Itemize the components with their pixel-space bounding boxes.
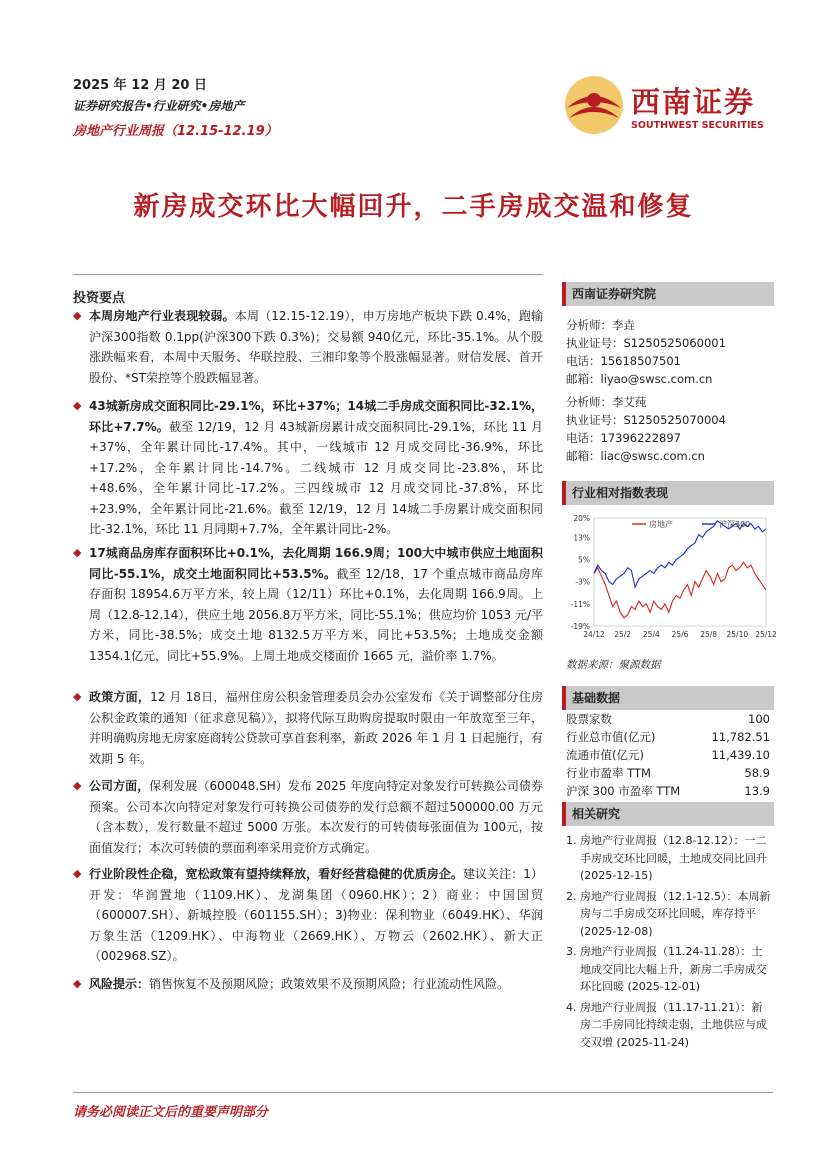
- analyst-phone: 电话：17396222897: [566, 431, 681, 445]
- chart-x-tick-label: 25/4: [642, 630, 660, 639]
- related-item[interactable]: [566, 888, 772, 941]
- analyst-license: 执业证号：S1250525070004: [566, 413, 726, 427]
- chart-series-line: [594, 521, 766, 587]
- bullet-item: [73, 776, 543, 858]
- chart-y-tick-label: 5%: [578, 555, 590, 565]
- sidebar-heading-institute: [562, 282, 774, 306]
- basic-data-label: 流通市值(亿元): [566, 748, 644, 762]
- analyst-email[interactable]: 邮箱：liyao@swsc.com.cn: [566, 372, 713, 386]
- basic-data-value: 100: [748, 712, 770, 726]
- chart-y-tick-label: -19%: [570, 622, 590, 631]
- related-date: (2025-11-24): [616, 1035, 690, 1049]
- related-text: 房地产行业周报（11.24-11.28）：土地成交同比大幅上升，新房二手房成交环比回暖: [580, 945, 767, 993]
- bullet-item: [73, 864, 543, 967]
- related-date: (2025-12-15): [580, 869, 653, 882]
- chart-x-tick-label: 25/6: [671, 630, 689, 639]
- company-logo: [563, 74, 773, 138]
- related-num: 1.: [566, 834, 577, 847]
- chart-legend-label: 房地产: [649, 520, 673, 529]
- related-item[interactable]: [566, 943, 772, 996]
- basic-data-label: 股票家数: [566, 712, 612, 726]
- chart-y-tick-label: 13%: [573, 533, 590, 543]
- chart-x-tick-label: 25/12: [755, 630, 777, 639]
- bullet-bold: 17城商品房库存面积环比+0.1%，去化周期 166.9周；100大中城市供应土地面积同比-55.1%，成交土地面积同比+53.5%。: [89, 546, 543, 581]
- bullet-item: [73, 306, 543, 388]
- report-date: 2025 年 12 月 20 日: [73, 78, 207, 93]
- bullet-text: 12 月 18日，福州住房公积金管理委员会办公室发布《关于调整部分住房公积金政策的通知（征求意见稿）》，拟将代际互助购房提取时限由一年放宽至三年，并明确购房地无房家庭商转公贷款可享首套利率，新政 2026 年 1 月 1 日起施行，有效期 5 年。: [89, 690, 543, 766]
- analyst-phone: 电话：15618507501: [566, 354, 681, 368]
- chart-x-tick-label: 25/2: [614, 630, 632, 639]
- related-research-list: [566, 832, 772, 1054]
- chart-x-tick-label: 25/8: [700, 630, 718, 639]
- bullet-bold: 政策方面，: [89, 690, 151, 704]
- basic-data-value: 58.9: [744, 766, 770, 780]
- analyst-license: 执业证号：S1250525060001: [566, 336, 726, 350]
- bullet-diamond-icon: ◆: [73, 690, 82, 703]
- bullet-text: 销售恢复不及预期风险；政策效果不及预期风险；行业流动性风险。: [149, 977, 510, 991]
- divider: [73, 274, 543, 275]
- report-title: 新房成交环比大幅回升，二手房成交温和修复: [133, 192, 694, 222]
- logo-emblem-icon: [563, 74, 625, 136]
- bullet-diamond-icon: ◆: [73, 977, 82, 990]
- related-item[interactable]: [566, 832, 772, 885]
- chart-y-tick-label: -3%: [575, 577, 590, 587]
- logo-name: 西南证券: [631, 85, 756, 119]
- basic-data-row: [566, 746, 770, 764]
- analyst-email[interactable]: 邮箱：liac@swsc.com.cn: [566, 449, 705, 463]
- chart-x-tick-label: 25/10: [726, 630, 749, 639]
- sidebar-heading-label: 西南证券研究院: [572, 287, 657, 301]
- bullet-item: [73, 687, 543, 769]
- related-date: (2025-12-01): [627, 980, 701, 993]
- footer-disclaimer: 请务必阅读正文后的重要声明部分: [73, 1105, 269, 1120]
- bullet-bold: 风险提示：: [89, 977, 150, 991]
- basic-data-row: [566, 728, 770, 746]
- chart-y-tick-label: 20%: [573, 514, 590, 523]
- bullet-item: [73, 543, 543, 666]
- bullet-bold: 公司方面，: [89, 779, 150, 793]
- bullet-text: 截至 12/19，12 月 43城新房累计成交面积同比-29.1%，环比 11 月+37%，全年累计同比-17.4%。其中，一线城市 12 月成交同比-36.9%，环比+17.2%，全年累计同比-14.7%。二线城市 12 月成交同比-23.8%，环比+48.6%，全年累计同比-17.2%。三四线城市 12 月成交同比-37.8%，环比+23.9%，全年累计同比-21.6%。截至 12/19，12 月 14城二手房累计成交面积同比-32.1%，环比 11 月同期+7.7%，全年累计同比-2%。: [89, 419, 543, 536]
- bullet-text: 截至 12/18，17 个重点城市商品房库存面积 18954.6万平方米，较上周（12/11）环比+0.1%，去化周期 166.9周。上周（12.8-12.14），供应土地 2056.8万平方米，同比-55.1%；供应均价 1053 元/平方米，同比-38.5%；成交土地 8132.5万平方米，同比+53.5%；土地成交金额 1354.1亿元，同比+55.9%。上周土地成交楼面价 1665 元，溢价率 1.7%。: [89, 566, 543, 663]
- related-num: 4.: [566, 1000, 577, 1014]
- bullet-text: 建议关注：1）开发：华润置地（1109.HK）、龙湖集团（0960.HK）；2）商业：中国国贸（600007.SH）、新城控股（601155.SH）；3)物业：保利物业（6049.HK）、华润万象生活（1209.HK）、中海物业（2669.HK）、万物云（2602.HK）、新大正（002968.SZ）。: [89, 867, 543, 963]
- basic-data-value: 13.9: [744, 784, 770, 798]
- bullet-text: 本周（12.15-12.19），申万房地产板块下跌 0.4%，跑输沪深300指数 0.1pp(沪深300下跌 0.3%)；交易额 940亿元，环比-35.1%。从个股涨跌幅来看，本周中天服务、华联控股、三湘印象等个股涨幅显著。财信发展、首开股份、*ST荣控等个股跌幅显著。: [89, 309, 543, 385]
- report-name: 房地产行业周报（12.15-12.19）: [73, 124, 278, 139]
- analyst-name: 分析师：李垚: [566, 318, 635, 332]
- bullet-item: [73, 974, 543, 995]
- chart-x-tick-label: 24/12: [583, 630, 605, 639]
- basic-data-label: 行业市盈率 TTM: [566, 766, 651, 780]
- related-item[interactable]: [566, 999, 772, 1052]
- bullet-diamond-icon: ◆: [73, 546, 82, 559]
- basic-data-row: [566, 710, 770, 728]
- bullet-text: 保利发展（600048.SH）发布 2025 年度向特定对象发行可转换公司债券预案。公司本次向特定对象发行可转换公司债券的发行总额不超过500000.00 万元（含本数），发行数量不超过 5000 万张。本次发行的可转债每张面值为 100元，按面值发行；本次可转债的票面利率采用竞价方式确定。: [89, 779, 543, 855]
- related-num: 3.: [566, 945, 577, 958]
- chart-legend-label: 沪深300: [719, 520, 751, 529]
- sidebar-heading-label: 基础数据: [572, 691, 621, 705]
- bullet-item: [73, 396, 543, 540]
- related-text: 房地产行业周报（12.8-12.12）：一二手房成交环比回暖，土地成交同比回升: [580, 834, 767, 865]
- analyst-block: [566, 393, 726, 465]
- bullet-diamond-icon: ◆: [73, 399, 82, 412]
- basic-data-value: 11,782.51: [711, 730, 770, 744]
- related-text: 房地产行业周报（12.1-12.5）：本周新房与二手房成交环比回暖，库存持平: [580, 889, 771, 920]
- related-date: (2025-12-08): [580, 924, 653, 938]
- related-text: 房地产行业周报（11.17-11.21）：新房二手房同比持续走弱，土地供应与成交双增: [580, 1000, 767, 1049]
- bullet-diamond-icon: ◆: [73, 309, 82, 322]
- section-heading: 投资要点: [73, 291, 126, 306]
- index-performance-chart: [562, 510, 777, 645]
- report-type: 证券研究报告•行业研究•房地产: [73, 99, 245, 113]
- sidebar-heading-basic: [562, 686, 774, 710]
- sidebar-heading-related: [562, 802, 774, 826]
- bullet-diamond-icon: ◆: [73, 867, 82, 880]
- bullet-bold: 本周房地产行业表现较弱。: [89, 309, 235, 323]
- basic-data-value: 11,439.10: [711, 748, 770, 762]
- logo-english: SOUTHWEST SECURITIES: [631, 120, 764, 131]
- bullet-bold: 43城新房成交面积同比-29.1%，环比+37%；14城二手房成交面积同比-32.1%，环比+7.7%。: [89, 399, 543, 434]
- chart-source: 数据来源：聚源数据: [566, 659, 661, 671]
- basic-data-label: 沪深 300 市盈率 TTM: [566, 784, 681, 798]
- bullet-diamond-icon: ◆: [73, 779, 82, 792]
- basic-data-label: 行业总市值(亿元): [566, 730, 656, 744]
- bullet-bold: 行业阶段性企稳，宽松政策有望持续释放，看好经营稳健的优质房企。: [89, 867, 463, 881]
- basic-data-table: [566, 710, 770, 800]
- related-num: 2.: [566, 889, 577, 903]
- analyst-name: 分析师：李艾莼: [566, 395, 647, 409]
- basic-data-row: [566, 782, 770, 800]
- chart-y-tick-label: -11%: [570, 599, 590, 609]
- analyst-block: [566, 316, 726, 388]
- basic-data-row: [566, 764, 770, 782]
- sidebar-heading-index: [562, 481, 774, 505]
- footer-divider: [73, 1092, 773, 1093]
- sidebar-heading-label: 相关研究: [572, 807, 621, 821]
- sidebar-heading-label: 行业相对指数表现: [572, 486, 669, 500]
- chart-series-line: [594, 562, 766, 617]
